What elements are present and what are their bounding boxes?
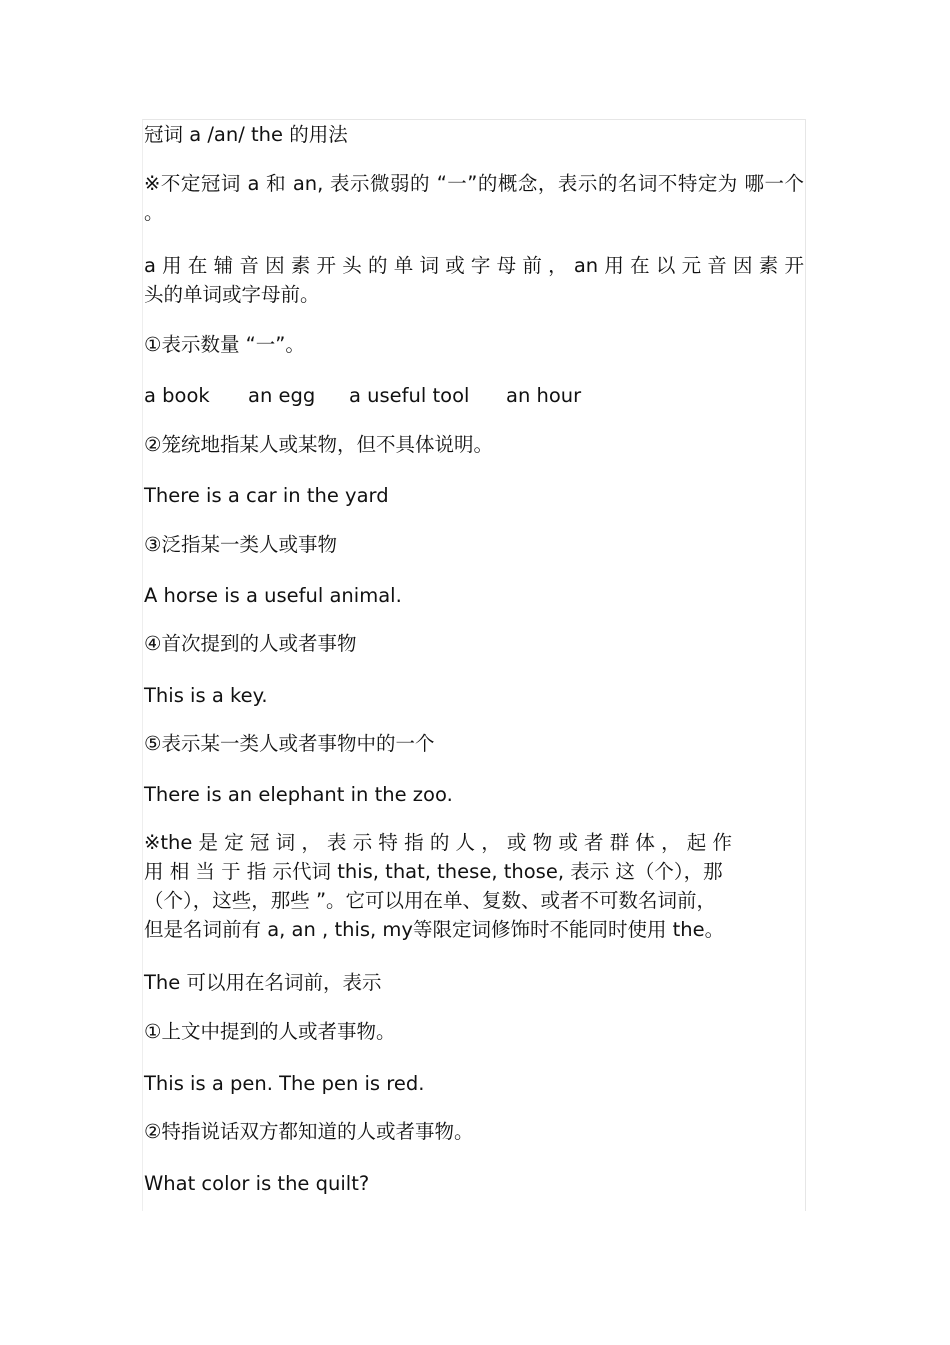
example-5: There is an elephant in the zoo. xyxy=(144,783,453,806)
example-4: This is a key. xyxy=(144,684,268,707)
the-example-2: What color is the quilt? xyxy=(144,1172,370,1195)
definite-article-line-4: 但是名词前有 a, an , this, my等限定词修饰时不能同时使用 the。 xyxy=(144,918,725,941)
the-point-2: ②特指说话双方都知道的人或者事物。 xyxy=(144,1120,474,1143)
example-list xyxy=(144,381,581,410)
example-useful-tool: a useful tool xyxy=(349,384,470,407)
definite-article-line-3: （个），这些，那些 ”。它可以用在单、复数、或者不可数名词前， xyxy=(144,889,717,912)
point-4-heading: ④首次提到的人或者事物 xyxy=(144,632,357,655)
point-5-heading: ⑤表示某一类人或者事物中的一个 xyxy=(144,732,435,755)
indefinite-article-intro: ※不定冠词 a 和 an, 表示微弱的 “一”的概念，表示的名词不特定为 哪一个 。 xyxy=(144,172,804,224)
a-an-rule: a 用 在 辅 音 因 素 开 头 的 单 词 或 字 母 前 ， an 用 在 以 元 音 因 素 开 头的单词或字母前。 xyxy=(144,254,804,306)
example-an-hour: an hour xyxy=(506,384,582,407)
document-page xyxy=(142,119,806,1211)
example-a-book: a book xyxy=(144,384,210,407)
definite-article-line-2: 用 相 当 于 指 示代词 this, that, these, those, 表示 这（个），那 xyxy=(144,860,723,883)
example-3: A horse is a useful animal. xyxy=(144,584,402,607)
example-2: There is a car in the yard xyxy=(144,484,389,507)
the-example-1: This is a pen. The pen is red. xyxy=(144,1072,425,1095)
document-title: 冠词 a /an/ the 的用法 xyxy=(144,123,348,146)
definite-article-line-1: ※the 是 定 冠 词 ， 表 示 特 指 的 人 ， 或 物 或 者 群 体 ， 起 作 xyxy=(144,831,733,854)
the-usage-heading: The 可以用在名词前，表示 xyxy=(144,971,382,994)
point-2-heading: ②笼统地指某人或某物，但不具体说明。 xyxy=(144,433,493,456)
the-point-1: ①上文中提到的人或者事物。 xyxy=(144,1020,396,1043)
point-1-heading: ①表示数量 “一”。 xyxy=(144,333,305,356)
point-3-heading: ③泛指某一类人或事物 xyxy=(144,533,337,556)
example-an-egg: an egg xyxy=(248,384,316,407)
